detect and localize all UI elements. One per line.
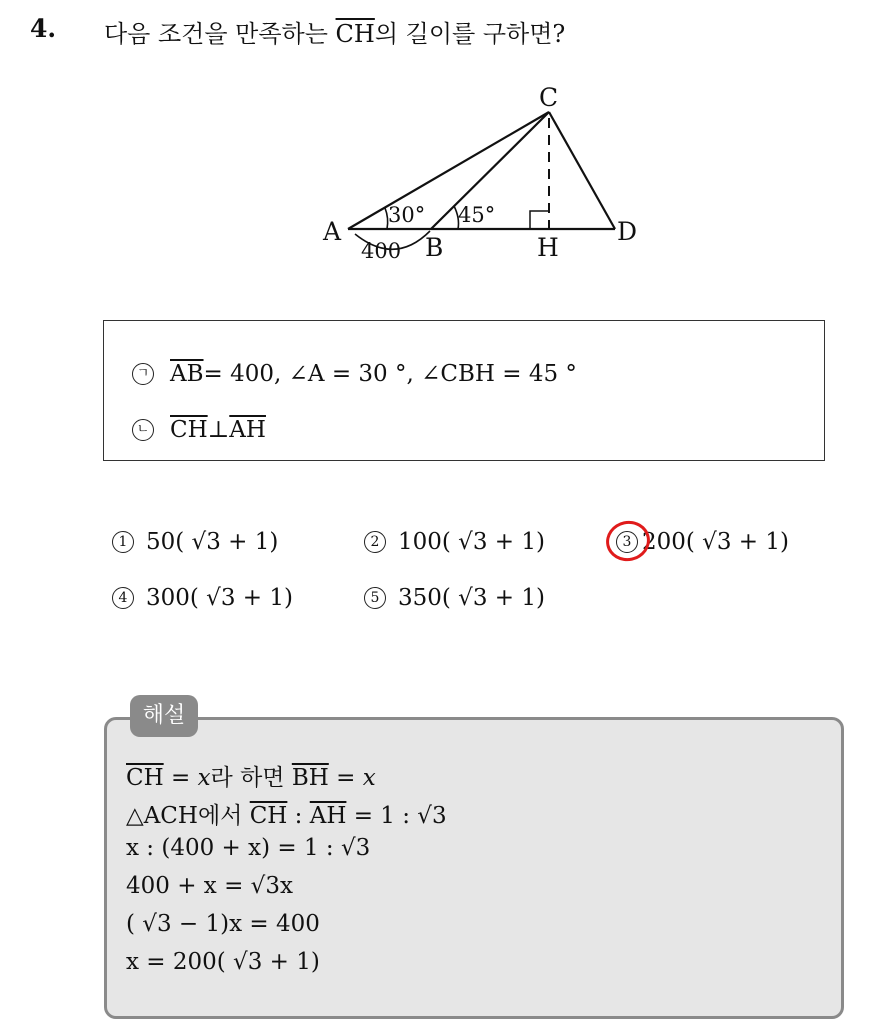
choice-text-3: 200( √3 + 1) bbox=[642, 529, 789, 555]
choice-number-4: 4 bbox=[112, 587, 134, 609]
choice-number-5: 5 bbox=[364, 587, 386, 609]
explanation-line-4: 400 + x = √3x bbox=[126, 873, 293, 899]
condition-1 bbox=[132, 361, 577, 387]
expl-1-seg-bh: $\overline{BH}$ bbox=[291, 765, 329, 791]
expl-2-colon: : bbox=[287, 803, 310, 829]
expl-2-seg-ch: $\overline{CH}$ bbox=[249, 803, 288, 829]
condition-1-text: = 400, ∠A = 30 °, ∠CBH = 45 ° bbox=[203, 361, 577, 387]
choice-number-3: 3 bbox=[616, 531, 638, 553]
condition-marker-2: ㄴ bbox=[132, 419, 154, 441]
condition-marker-1: ㄱ bbox=[132, 363, 154, 385]
choice-number-1: 1 bbox=[112, 531, 134, 553]
choice-text-2: 100( √3 + 1) bbox=[398, 529, 545, 555]
expl-1-eq: = bbox=[163, 765, 198, 791]
right-angle-mark bbox=[530, 211, 548, 229]
choice-2[interactable] bbox=[364, 529, 545, 555]
condition-2-segment-1: $\overline{CH}$ bbox=[170, 417, 208, 443]
explanation-tab: 해설 bbox=[130, 695, 198, 737]
question-text-suffix: 의 길이를 구하면? bbox=[374, 20, 566, 48]
expl-1-var: x bbox=[197, 765, 211, 791]
choice-1[interactable] bbox=[112, 529, 278, 555]
label-a: A bbox=[323, 217, 342, 246]
choice-5[interactable] bbox=[364, 585, 545, 611]
choice-number-2: 2 bbox=[364, 531, 386, 553]
expl-2-prefix: △ACH에서 bbox=[126, 803, 250, 829]
question-number: 4. bbox=[30, 14, 57, 43]
answer-mark-circle bbox=[602, 517, 653, 565]
expl-1-eq2: = bbox=[328, 765, 363, 791]
angle-label-b: 45° bbox=[458, 203, 496, 227]
label-d: D bbox=[617, 217, 638, 246]
label-h: H bbox=[537, 233, 559, 262]
label-b: B bbox=[425, 233, 444, 262]
choice-text-1: 50( √3 + 1) bbox=[146, 529, 279, 555]
choice-4[interactable] bbox=[112, 585, 293, 611]
question-text-prefix: 다음 조건을 만족하는 bbox=[104, 20, 336, 48]
question-segment: $\overline{CH}$ bbox=[335, 20, 375, 48]
choice-text-4: 300( √3 + 1) bbox=[146, 585, 293, 611]
angle-label-a: 30° bbox=[388, 203, 426, 227]
explanation-line-1 bbox=[126, 759, 376, 792]
expl-1-text: 라 하면 bbox=[210, 765, 292, 791]
label-c: C bbox=[539, 83, 559, 112]
choice-text-5: 350( √3 + 1) bbox=[398, 585, 545, 611]
condition-2-operator: ⊥ bbox=[207, 417, 230, 443]
explanation-line-2 bbox=[126, 797, 447, 830]
condition-1-segment: $\overline{AB}$ bbox=[170, 361, 204, 387]
expl-2-ratio: = 1 : √3 bbox=[346, 803, 447, 829]
explanation-line-6: x = 200( √3 + 1) bbox=[126, 949, 320, 975]
condition-2-segment-2: $\overline{AH}$ bbox=[229, 417, 266, 443]
explanation-line-5: ( √3 − 1)x = 400 bbox=[126, 911, 320, 937]
explanation-line-3: x : (400 + x) = 1 : √3 bbox=[126, 835, 371, 861]
side-cd bbox=[549, 112, 615, 229]
length-label-ab: 400 bbox=[361, 239, 402, 263]
expl-2-seg-ah: $\overline{AH}$ bbox=[309, 803, 347, 829]
triangle-figure bbox=[0, 0, 884, 300]
expl-1-var2: x bbox=[362, 765, 376, 791]
condition-2 bbox=[132, 417, 266, 443]
expl-1-seg-ch: $\overline{CH}$ bbox=[126, 765, 164, 791]
